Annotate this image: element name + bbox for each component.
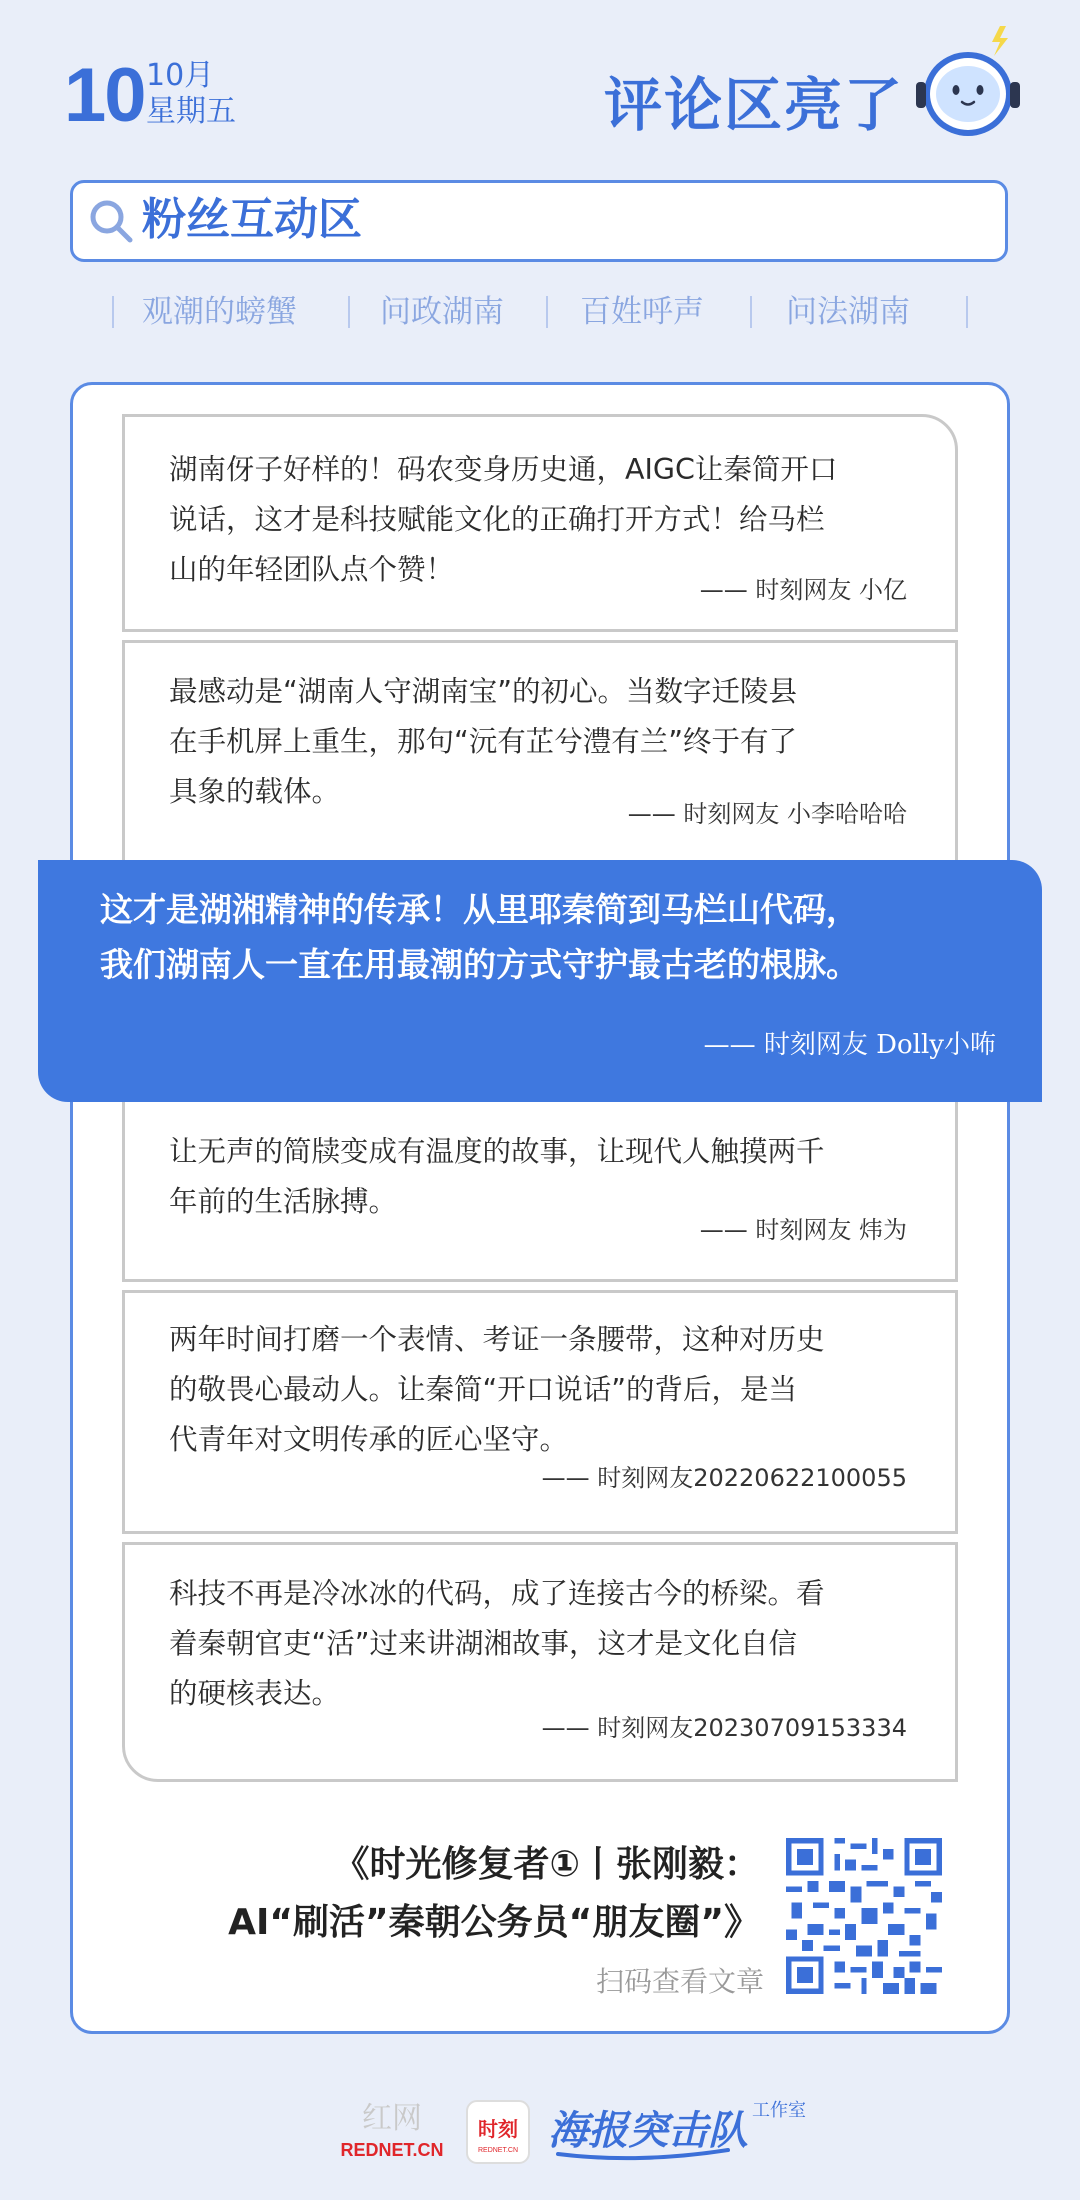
comment-author: —— 时刻网友 小亿 — [699, 576, 907, 604]
tab-wenfa[interactable]: 问法湖南 — [786, 294, 910, 330]
date-weekday: 星期五 — [146, 94, 236, 129]
tab-divider — [546, 296, 548, 328]
highlighted-comment-author: —— 时刻网友 Dolly小咘 — [703, 1030, 996, 1060]
poster-studio-logo-text: 海报突击队 — [548, 2108, 748, 2154]
comment-line: 让无声的简牍变成有温度的故事，让现代人触摸两千 — [169, 1135, 825, 1168]
comment-card — [122, 414, 958, 632]
scan-hint: 扫码查看文章 — [595, 1965, 764, 1998]
comment-author: —— 时刻网友20230709153334 — [541, 1714, 907, 1742]
poster-studio-logo-subtext: 工作室 — [752, 2100, 806, 2121]
comment-text — [169, 1315, 911, 1465]
shike-app-subtext: REDNET.CN — [477, 2147, 519, 2154]
shike-app-text: 时刻 — [478, 2117, 518, 2141]
comment-line: 在手机屏上重生，那句“沅有芷兮澧有兰”终于有了 — [169, 725, 798, 758]
tab-divider — [348, 296, 350, 328]
comment-text — [169, 1569, 911, 1719]
comment-card — [122, 1090, 958, 1282]
robot-mascot-icon — [912, 24, 1024, 144]
comment-line: 山的年轻团队点个赞！ — [169, 553, 455, 586]
tab-divider — [750, 296, 752, 328]
tab-divider — [966, 296, 968, 328]
comment-author: —— 时刻网友20220622100055 — [541, 1464, 907, 1492]
search-icon — [86, 196, 136, 246]
comment-line: 两年时间打磨一个表情、考证一条腰带，这种对历史 — [169, 1323, 825, 1356]
search-input-value[interactable]: 粉丝互动区 — [142, 194, 362, 245]
page-title: 评论区亮了 — [604, 71, 905, 139]
comment-text — [169, 445, 911, 595]
article-title-line1[interactable]: 《时光修复者①丨张刚毅： — [333, 1844, 760, 1885]
comment-line: 科技不再是冷冰冰的代码，成了连接古今的桥梁。看 — [169, 1577, 825, 1610]
shike-app-icon — [466, 2100, 530, 2164]
comment-card — [122, 1542, 958, 1782]
comment-line: 说话，这才是科技赋能文化的正确打开方式！给马栏 — [169, 503, 825, 536]
highlighted-line: 我们湖南人一直在用最潮的方式守护最古老的根脉。 — [100, 945, 859, 984]
article-title-line2[interactable]: AI“刷活”秦朝公务员“朋友圈”》 — [228, 1902, 760, 1943]
category-tabs — [100, 290, 980, 336]
tab-guanchao[interactable]: 观潮的螃蟹 — [142, 294, 297, 330]
comment-text — [169, 667, 911, 817]
highlighted-comment-text — [100, 882, 1030, 992]
rednet-logo-text: 红网 — [362, 2101, 422, 2136]
comment-card — [122, 640, 958, 870]
poster-studio-logo-icon — [548, 2094, 818, 2166]
comment-line: 年前的生活脉搏。 — [169, 1185, 398, 1218]
qr-code-icon[interactable] — [786, 1838, 942, 1994]
comment-line: 最感动是“湖南人守湖南宝”的初心。当数字迁陵县 — [169, 675, 798, 708]
highlighted-line: 这才是湖湘精神的传承！从里耶秦简到马栏山代码， — [100, 890, 859, 929]
comment-card — [122, 1290, 958, 1534]
rednet-logo-subtext: REDNET.CN — [340, 2140, 444, 2160]
comment-line: 代青年对文明传承的匠心坚守。 — [169, 1423, 569, 1456]
date-month: 10月 — [146, 58, 215, 93]
comment-author: —— 时刻网友 小李哈哈哈 — [627, 800, 907, 828]
comment-line: 的敬畏心最动人。让秦简“开口说话”的背后，是当 — [169, 1373, 798, 1406]
tab-wenzheng[interactable]: 问政湖南 — [380, 294, 504, 330]
highlighted-comment — [38, 860, 1042, 1102]
comment-author: —— 时刻网友 炜为 — [699, 1216, 907, 1244]
tab-divider — [112, 296, 114, 328]
comment-text — [169, 1127, 911, 1227]
comment-line: 湖南伢子好样的！码农变身历史通，AIGC让秦简开口 — [169, 453, 838, 486]
rednet-logo-icon — [324, 2098, 460, 2162]
tab-baixing[interactable]: 百姓呼声 — [580, 294, 704, 330]
comment-line: 着秦朝官吏“活”过来讲湖湘故事，这才是文化自信 — [169, 1627, 798, 1660]
date-day: 10 — [64, 53, 145, 138]
comment-line: 具象的载体。 — [169, 775, 341, 808]
comment-line: 的硬核表达。 — [169, 1677, 341, 1710]
